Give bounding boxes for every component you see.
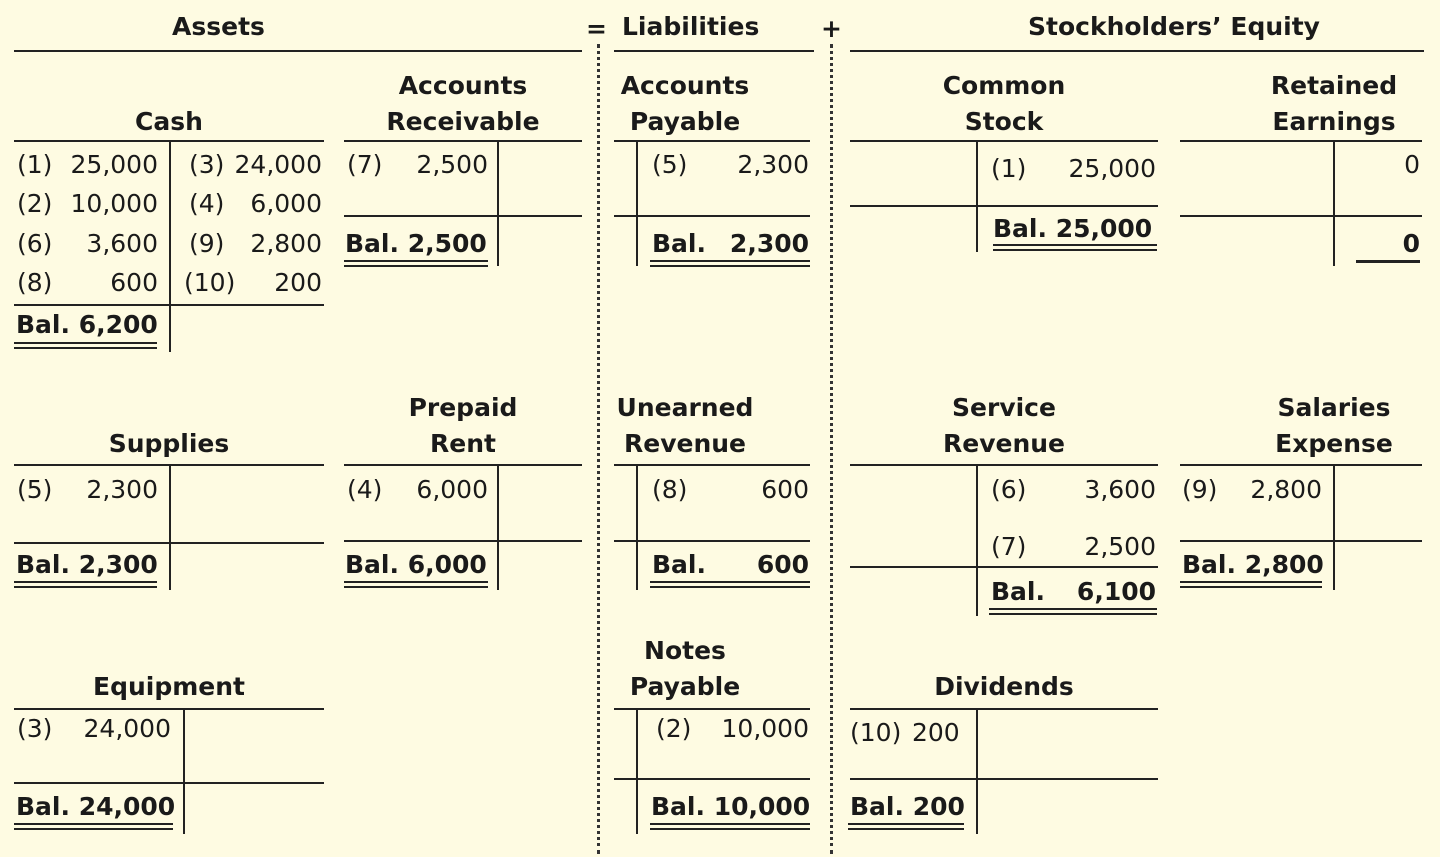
dividends-balance-underline [848, 823, 964, 830]
liabilities-header: Liabilities [622, 12, 760, 41]
ar-entry-ref: (7) [347, 150, 383, 179]
supplies-t-stem [169, 464, 171, 590]
ar-balance: Bal. 2,500 [345, 229, 487, 258]
cash-t-stem [169, 140, 171, 352]
pr-entry-ref: (4) [347, 475, 383, 504]
equipment-entry-ref: (3) [17, 714, 53, 743]
ur-balance-amt: 600 [756, 550, 809, 579]
re-balance-rule [1180, 215, 1422, 217]
supplies-balance-underline [14, 581, 157, 588]
ur-t-stem [636, 464, 638, 590]
cs-t-top [850, 140, 1158, 142]
sr-entry-ref-2: (7) [991, 532, 1027, 561]
liabilities-header-rule [614, 50, 814, 52]
supplies-title: Supplies [108, 429, 230, 458]
dividends-t-stem [976, 708, 978, 834]
re-title-line1: Retained [1270, 71, 1398, 100]
pr-t-top [344, 464, 582, 466]
se-title-line2: Expense [1275, 429, 1393, 458]
ap-balance-rule [614, 215, 810, 217]
ar-t-stem [497, 140, 499, 266]
equals-separator [597, 44, 600, 854]
pr-entry-amt: 6,000 [416, 475, 488, 504]
dividends-balance: Bal. 200 [850, 792, 965, 821]
se-balance: Bal. 2,800 [1182, 550, 1324, 579]
assets-header: Assets [172, 12, 265, 41]
ap-title-line1: Accounts [620, 71, 750, 100]
sr-balance-amt: 6,100 [1076, 577, 1156, 606]
ar-balance-underline [344, 260, 488, 267]
se-balance-underline [1180, 581, 1322, 588]
ap-balance-underline [650, 260, 810, 267]
cs-entry-amt: 25,000 [1068, 154, 1156, 183]
sr-balance-underline [989, 608, 1157, 615]
cash-credit-ref-3: (9) [189, 229, 225, 258]
np-entry-amt: 10,000 [721, 714, 809, 743]
cash-credit-amt-3: 2,800 [250, 229, 322, 258]
sr-entry-ref-1: (6) [991, 475, 1027, 504]
pr-balance: Bal. 6,000 [345, 550, 487, 579]
equipment-balance: Bal. 24,000 [16, 792, 176, 821]
equity-header-rule [850, 50, 1424, 52]
pr-balance-rule [344, 540, 582, 542]
pr-title-line1: Prepaid [408, 393, 518, 422]
cs-entry-ref: (1) [991, 154, 1027, 183]
np-balance: Bal. 10,000 [651, 792, 811, 821]
np-balance-underline [650, 823, 810, 830]
np-balance-rule [614, 778, 810, 780]
cash-balance-underline [14, 342, 157, 349]
sr-entry-amt-2: 2,500 [1084, 532, 1156, 561]
re-t-top [1180, 140, 1422, 142]
cs-balance-rule [850, 205, 1158, 207]
ap-entry-ref: (5) [652, 150, 688, 179]
dividends-entry-ref: (10) [850, 718, 902, 747]
cash-credit-ref-2: (4) [189, 189, 225, 218]
equipment-balance-underline [14, 823, 173, 830]
cash-credit-amt-2: 6,000 [250, 189, 322, 218]
se-entry-ref: (9) [1182, 475, 1218, 504]
equals-sign: = [586, 14, 607, 43]
ur-entry-ref: (8) [652, 475, 688, 504]
supplies-balance-rule [14, 542, 324, 544]
re-t-stem [1333, 140, 1335, 266]
ap-t-stem [636, 140, 638, 266]
cash-debit-amt-2: 10,000 [70, 189, 158, 218]
re-balance-amt: 0 [1402, 229, 1420, 258]
ur-balance-label: Bal. [652, 550, 706, 579]
np-entry-ref: (2) [656, 714, 692, 743]
ur-balance-underline [650, 581, 810, 588]
cash-credit-amt-1: 24,000 [234, 150, 322, 179]
ur-title-line1: Unearned [616, 393, 754, 422]
sr-balance-label: Bal. [991, 577, 1045, 606]
ar-t-top [344, 140, 582, 142]
supplies-entry-amt: 2,300 [86, 475, 158, 504]
np-title-line2: Payable [629, 672, 741, 701]
re-title-line2: Earnings [1272, 107, 1396, 136]
equipment-entry-amt: 24,000 [83, 714, 171, 743]
sr-title-line1: Service [952, 393, 1056, 422]
ap-balance-label: Bal. [652, 229, 706, 258]
dividends-title: Dividends [934, 672, 1074, 701]
cash-debit-ref-4: (8) [17, 268, 53, 297]
cash-debit-amt-4: 600 [110, 268, 158, 297]
sr-title-line2: Revenue [942, 429, 1065, 458]
supplies-balance: Bal. 2,300 [16, 550, 158, 579]
equipment-balance-rule [14, 782, 324, 784]
ur-t-top [614, 464, 810, 466]
cash-debit-amt-1: 25,000 [70, 150, 158, 179]
cash-credit-ref-1: (3) [189, 150, 225, 179]
np-t-stem [636, 708, 638, 834]
cash-balance-rule [14, 304, 324, 306]
re-entry-amt: 0 [1404, 150, 1420, 179]
cash-debit-ref-1: (1) [17, 150, 53, 179]
sr-t-stem [976, 464, 978, 616]
ar-entry-amt: 2,500 [416, 150, 488, 179]
se-title-line1: Salaries [1277, 393, 1391, 422]
np-title-line1: Notes [644, 636, 726, 665]
cash-title: Cash [135, 107, 203, 136]
ap-t-top [614, 140, 810, 142]
equipment-t-top [14, 708, 324, 710]
equity-header: Stockholders’ Equity [1028, 12, 1320, 41]
cs-balance: Bal. 25,000 [993, 214, 1153, 243]
se-t-stem [1333, 464, 1335, 590]
cash-balance: Bal. 6,200 [16, 310, 158, 339]
cash-debit-ref-3: (6) [17, 229, 53, 258]
cash-credit-amt-4: 200 [274, 268, 322, 297]
cash-credit-ref-4: (10) [184, 268, 236, 297]
sr-balance-rule [850, 566, 1158, 568]
cs-title-line1: Common [942, 71, 1066, 100]
dividends-balance-rule [850, 778, 1158, 780]
plus-separator [830, 44, 833, 854]
cs-t-stem [976, 140, 978, 252]
cash-debit-ref-2: (2) [17, 189, 53, 218]
pr-t-stem [497, 464, 499, 590]
ap-balance-amt: 2,300 [729, 229, 809, 258]
ap-entry-amt: 2,300 [737, 150, 809, 179]
cs-title-line2: Stock [964, 107, 1044, 136]
sr-t-top [850, 464, 1158, 466]
supplies-entry-ref: (5) [17, 475, 53, 504]
se-entry-amt: 2,800 [1250, 475, 1322, 504]
se-balance-rule [1180, 540, 1422, 542]
pr-title-line2: Rent [430, 429, 496, 458]
plus-sign: + [821, 14, 842, 43]
assets-header-rule [14, 50, 582, 52]
pr-balance-underline [344, 581, 488, 588]
re-balance-underline [1356, 260, 1420, 263]
cash-debit-amt-3: 3,600 [86, 229, 158, 258]
ur-balance-rule [614, 540, 810, 542]
dividends-entry-amt: 200 [912, 718, 960, 747]
dividends-t-top [850, 708, 1158, 710]
cs-balance-underline [993, 244, 1157, 251]
ar-title-line1: Accounts [398, 71, 528, 100]
ur-title-line2: Revenue [623, 429, 746, 458]
ur-entry-amt: 600 [761, 475, 809, 504]
ap-title-line2: Payable [629, 107, 741, 136]
sr-entry-amt-1: 3,600 [1084, 475, 1156, 504]
se-t-top [1180, 464, 1422, 466]
np-t-top [614, 708, 810, 710]
ar-title-line2: Receivable [386, 107, 540, 136]
equipment-title: Equipment [93, 672, 245, 701]
equipment-t-stem [183, 708, 185, 834]
ar-balance-rule [344, 215, 582, 217]
